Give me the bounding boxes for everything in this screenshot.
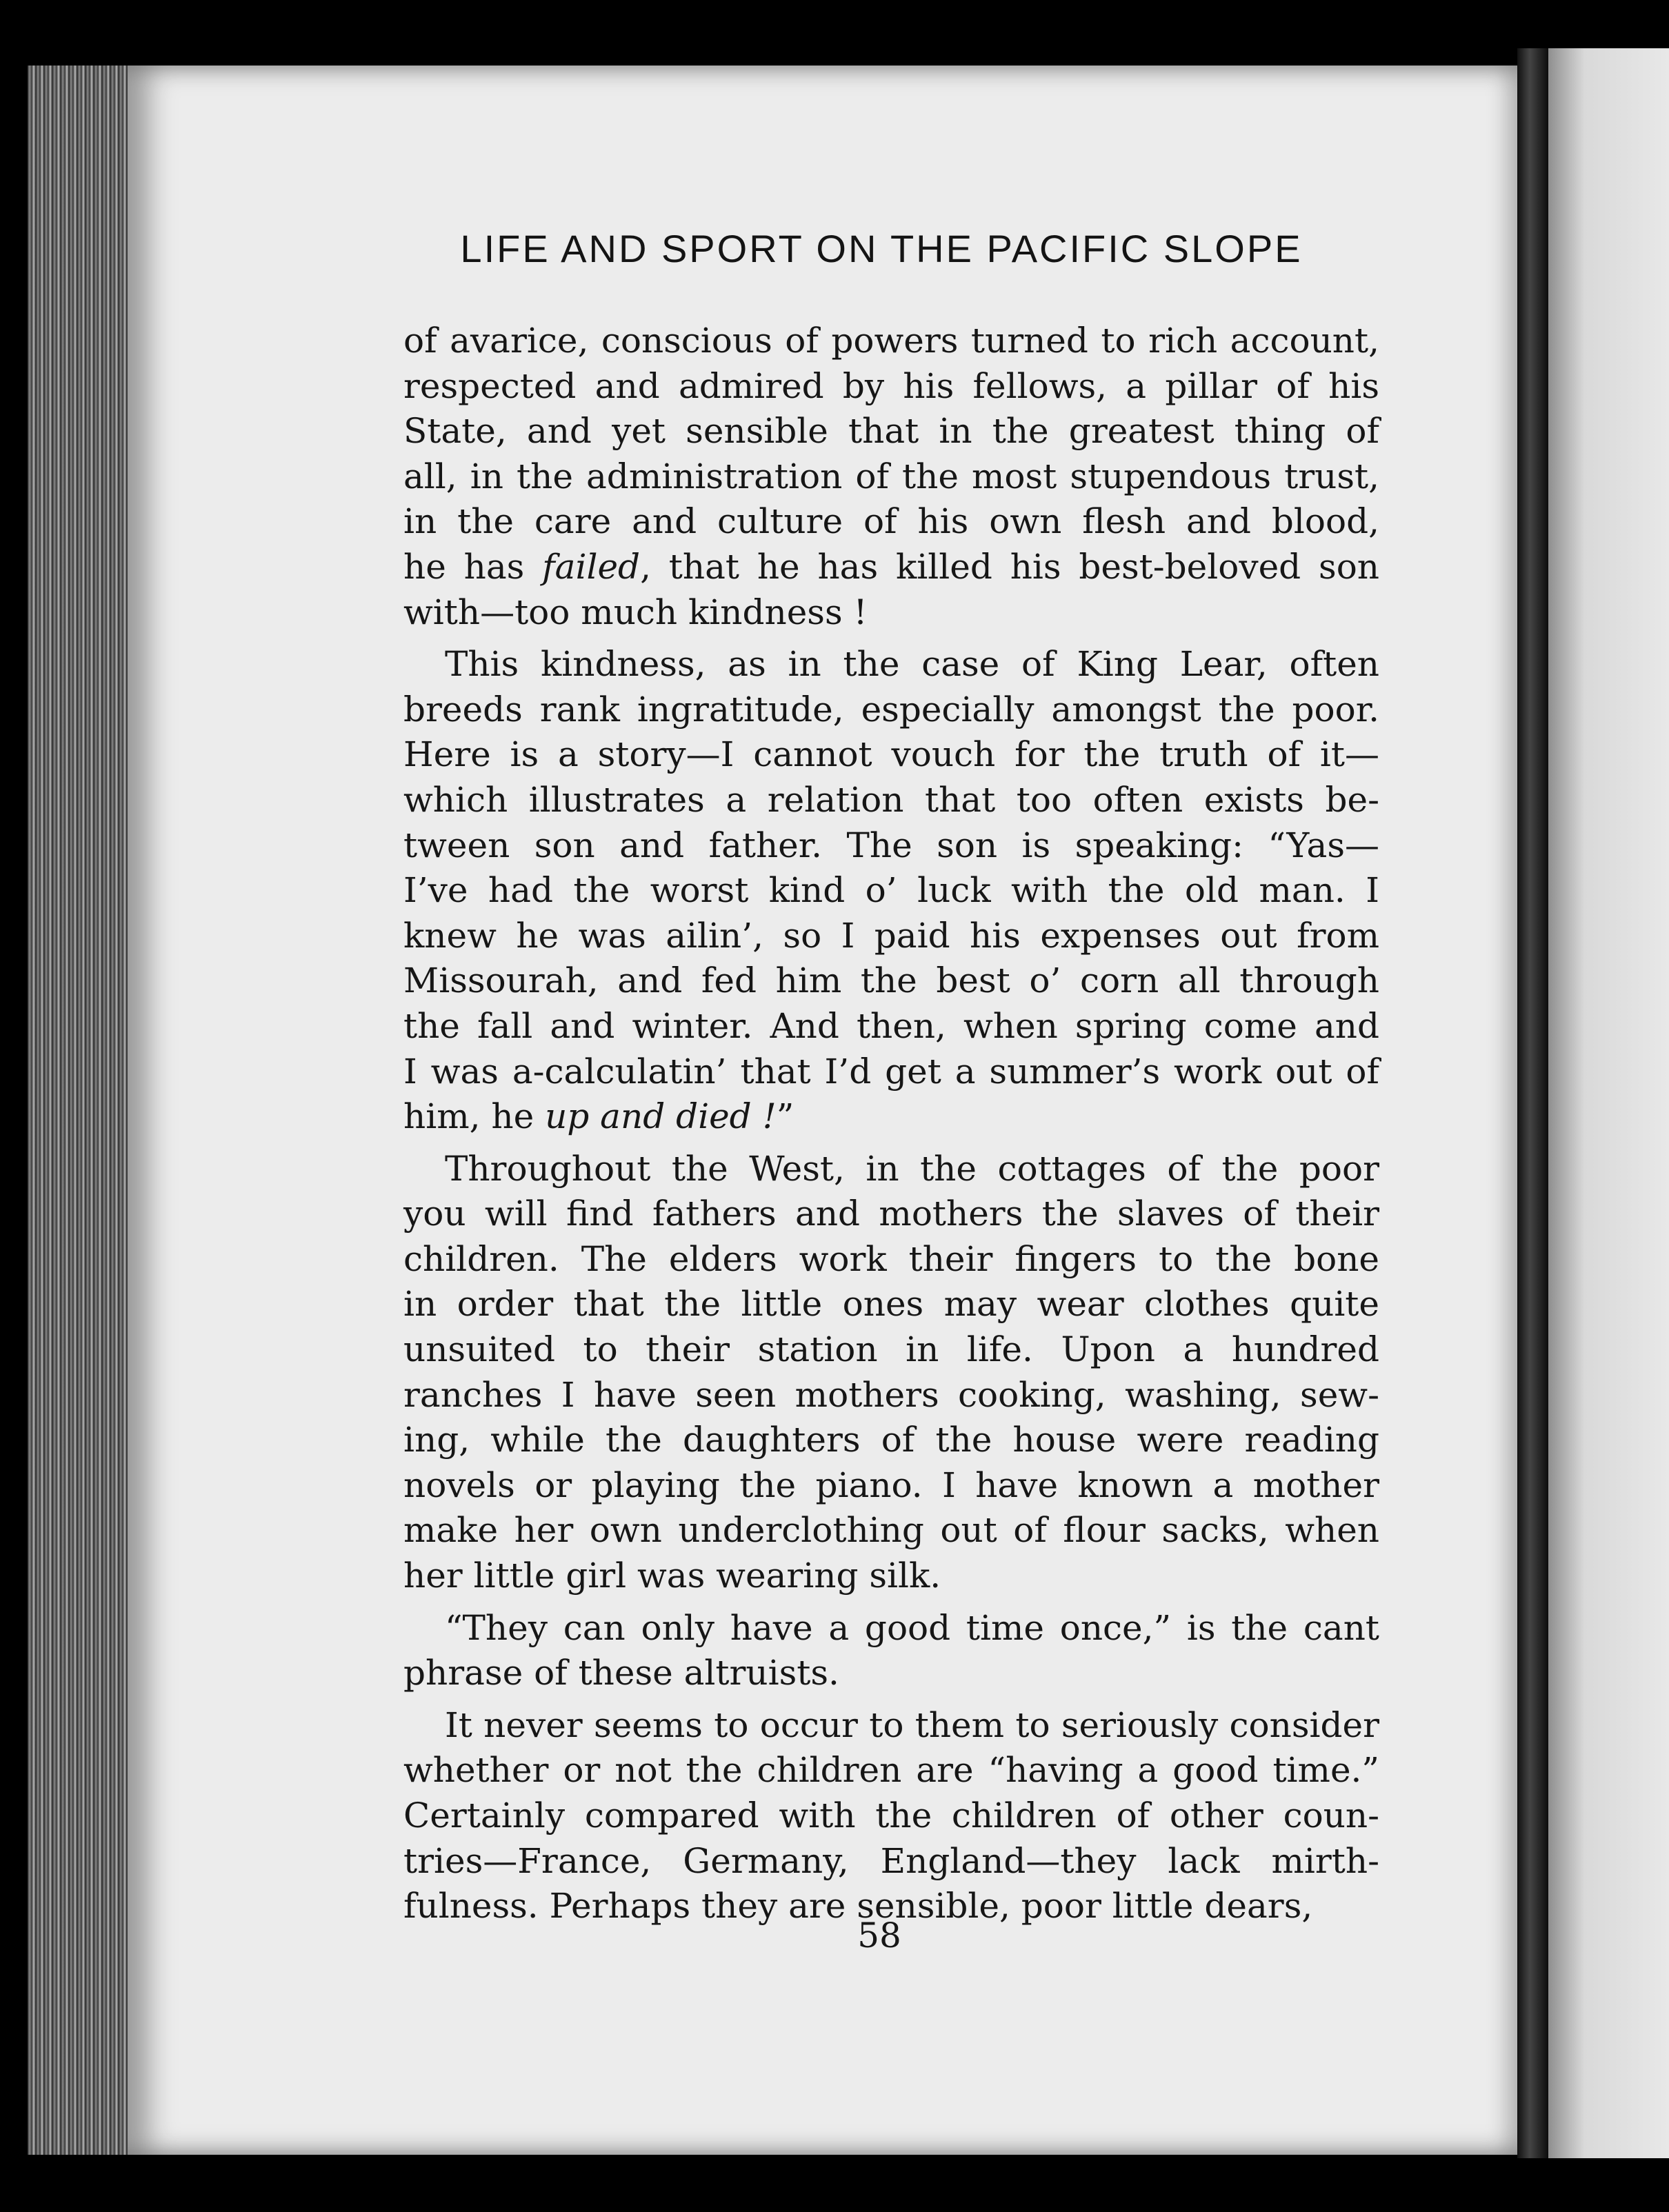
text-line: in order that the little ones may wear clothes quite <box>403 1284 1379 1325</box>
text-line: all, in the administration of the most stupendous trust, <box>403 456 1379 496</box>
text-line: tries—France, Germany, England—they lack mirth- <box>403 1840 1379 1881</box>
paragraph <box>403 1703 1379 1929</box>
text-line <box>403 545 1379 590</box>
text-line: Here is a story—I cannot vouch for the truth of it— <box>403 734 1379 775</box>
text-run: ” <box>776 1096 794 1137</box>
text-line: Missourah, and fed him the best o’ corn all through <box>403 961 1379 1001</box>
text-line: “They can only have a good time once,” is the cant <box>445 1607 1379 1648</box>
paragraph <box>403 1606 1379 1696</box>
text-line: you will find fathers and mothers the slaves of their <box>403 1194 1379 1234</box>
italic-text: failed <box>542 546 641 587</box>
text-run: him, he <box>403 1096 546 1137</box>
facing-page-edge <box>1548 48 1669 2158</box>
text-line: Certainly compared with the children of other coun- <box>403 1796 1379 1836</box>
text-line: unsuited to their station in life. Upon a hundred <box>403 1329 1379 1370</box>
text-line: novels or playing the piano. I have known a mother <box>403 1465 1379 1505</box>
text-line: whether or not the children are “having a good time.” <box>403 1750 1379 1791</box>
italic-text: up and died ! <box>545 1096 777 1137</box>
text-line <box>403 1094 1379 1140</box>
text-line: respected and admired by his fellows, a pillar of his <box>403 365 1379 406</box>
page-number: 58 <box>857 1916 901 1955</box>
paragraph <box>403 642 1379 1140</box>
text-line: It never seems to occur to them to seriously consider <box>445 1705 1379 1745</box>
text-line: I’ve had the worst kind o’ luck with the old man. I <box>403 870 1379 911</box>
text-line: which illustrates a relation that too often exists be- <box>403 779 1379 820</box>
text-line: ing, while the daughters of the house were reading <box>403 1420 1379 1460</box>
text-line: phrase of these altruists. <box>403 1653 839 1693</box>
text-run: he has <box>403 546 543 587</box>
text-line: knew he was ailin’, so I paid his expenses out from <box>403 915 1379 956</box>
text-line: children. The elders work their fingers to the bone <box>403 1238 1379 1279</box>
text-line: breeds rank ingratitude, especially amongst the poor. <box>403 689 1379 730</box>
text-line: in the care and culture of his own flesh and blood, <box>403 501 1379 542</box>
book-gutter <box>1517 48 1548 2158</box>
body-text <box>403 319 1379 1929</box>
text-line: with—too much kindness ! <box>403 592 868 632</box>
text-line: tween son and father. The son is speaking: “Yas— <box>403 825 1379 865</box>
running-head: LIFE AND SPORT ON THE PACIFIC SLOPE <box>460 227 1303 270</box>
text-line: of avarice, conscious of powers turned to rich account, <box>403 321 1379 361</box>
paragraph <box>403 319 1379 635</box>
text-line: ranches I have seen mothers cooking, washing, sew- <box>403 1374 1379 1415</box>
text-line: I was a-calculatin’ that I’d get a summer’s work out of <box>403 1051 1379 1092</box>
text-line: her little girl was wearing silk. <box>403 1556 941 1596</box>
text-line: fulness. Perhaps they are sensible, poor little dears, <box>403 1886 1313 1927</box>
text-line: make her own underclothing out of flour sacks, when <box>403 1510 1379 1551</box>
text-line: Throughout the West, in the cottages of the poor <box>445 1148 1379 1189</box>
paragraph <box>403 1147 1379 1599</box>
text-line: State, and yet sensible that in the greatest thing of <box>403 411 1379 452</box>
text-run: , that he has killed his best-beloved son <box>640 546 1379 587</box>
text-line: This kindness, as in the case of King Lear, often <box>445 644 1379 685</box>
text-line: the fall and winter. And then, when spring come and <box>403 1005 1379 1046</box>
